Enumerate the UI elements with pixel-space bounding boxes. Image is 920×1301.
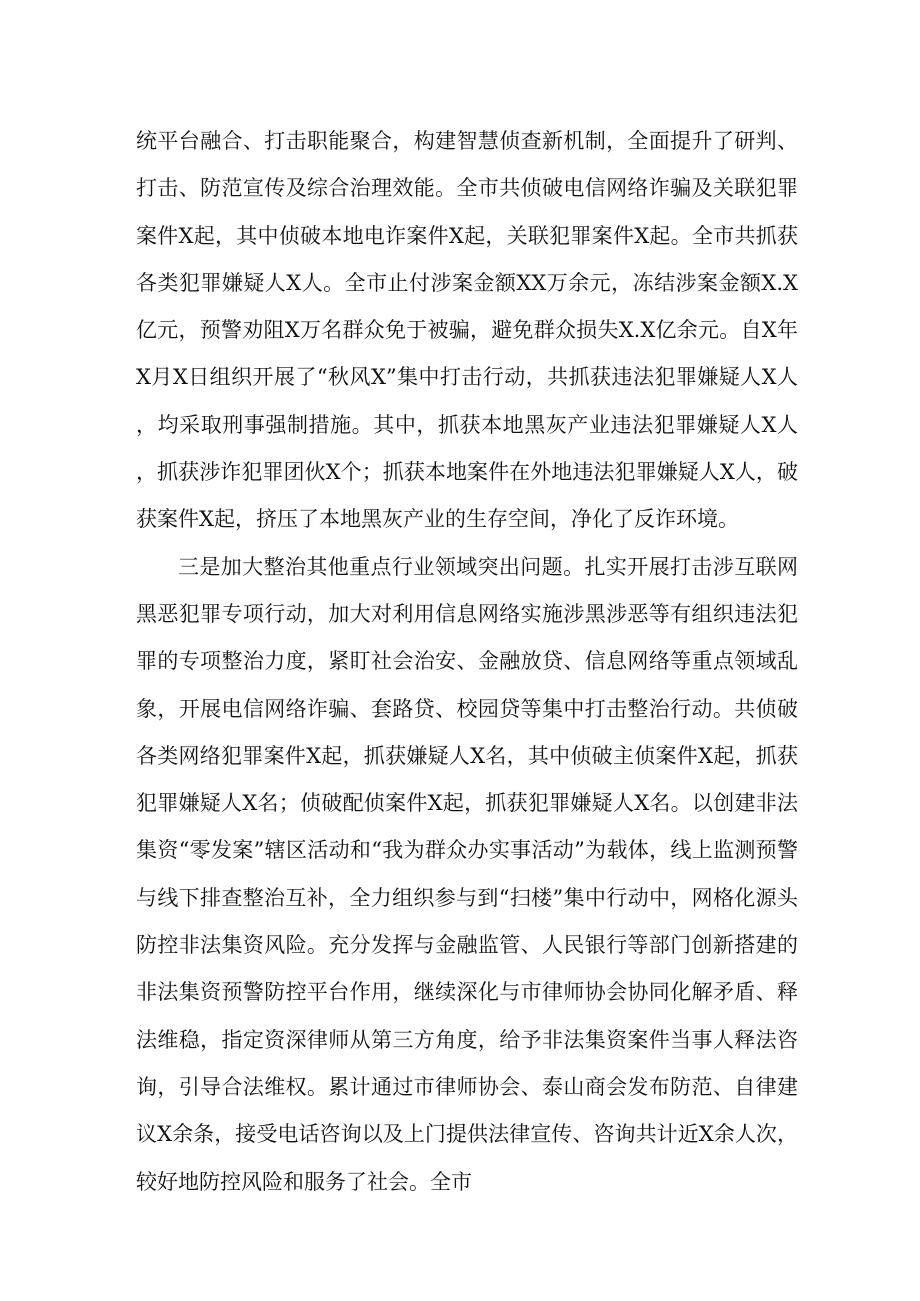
paragraph-2: 三是加大整治其他重点行业领域突出问题。扎实开展打击涉互联网黑恶犯罪专项行动，加大对利用信息网络实施涉黑涉恶等有组织违法犯罪的专项整治力度，紧盯社会治安、金融放贷、信息网络等重点领域乱象，开展电信网络诈骗、套路贷、校园贷等集中打击整治行动。共侦破各类网络犯罪案件X起，抓获嫌疑人X名，其中侦破主侦案件X起，抓获犯罪嫌疑人X名；侦破配侦案件X起，抓获犯罪嫌疑人X名。以创建非法集资“零发案”辖区活动和“我为群众办实事活动”为载体，线上监测预警与线下排查整治互补，全力组织参与到“扫楼”集中行动中，网格化源头防控非法集资风险。充分发挥与金融监管、人民银行等部门创新搭建的非法集资预警防控平台作用，继续深化与市律师协会协同化解矛盾、释法维稳，指定资深律师从第三方角度，给予非法集资案件当事人释法咨询，引导合法维权。累计通过市律师协会、泰山商会发布防范、自律建议X余条，接受电话咨询以及上门提供法律宣传、咨询共计近X余人次，较好地防控风险和服务了社会。全市 [136, 554, 798, 1194]
body-text [136, 118, 798, 1206]
paragraph-1: 统平台融合、打击职能聚合，构建智慧侦查新机制，全面提升了研判、打击、防范宣传及综合治理效能。全市共侦破电信网络诈骗及关联犯罪案件X起，其中侦破本地电诈案件X起，关联犯罪案件X起。全市共抓获各类犯罪嫌疑人X人。全市止付涉案金额XX万余元，冻结涉案金额X.X亿元，预警劝阻X万名群众免于被骗，避免群众损失X.X亿余元。自X年X月X日组织开展了“秋风X”集中打击行动，共抓获违法犯罪嫌疑人X人，均采取刑事强制措施。其中，抓获本地黑灰产业违法犯罪嫌疑人X人，抓获涉诈犯罪团伙X个；抓获本地案件在外地违法犯罪嫌疑人X人，破获案件X起，挤压了本地黑灰产业的生存空间，净化了反诈环境。 [136, 129, 798, 532]
